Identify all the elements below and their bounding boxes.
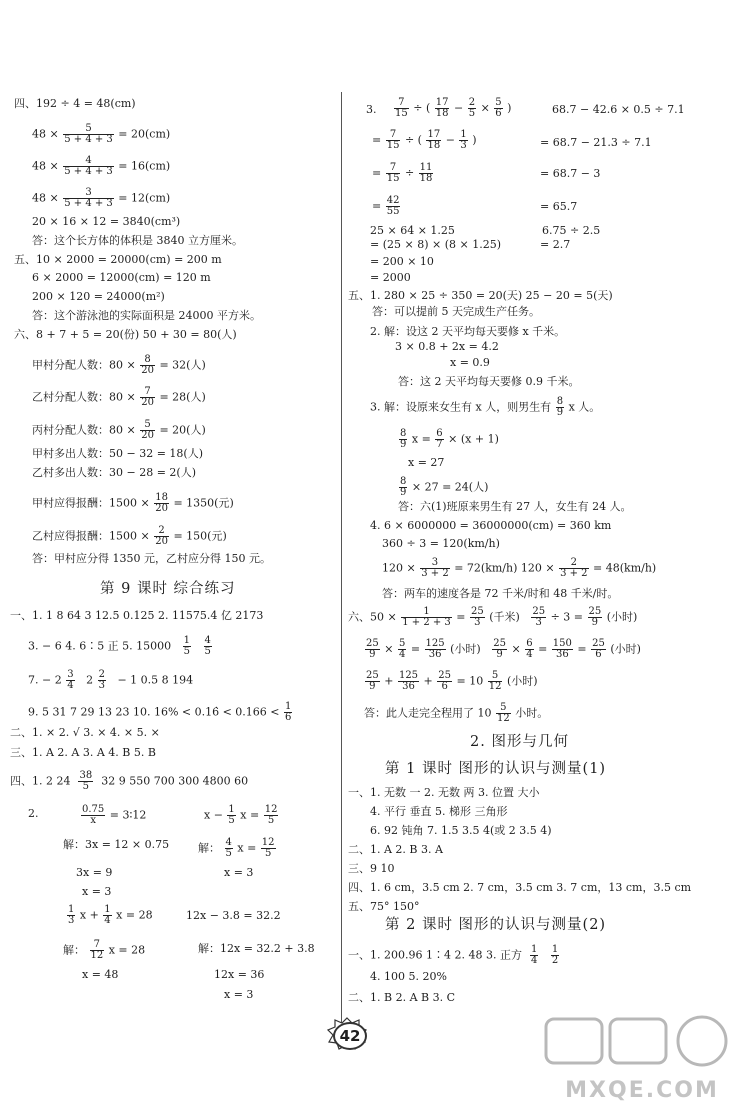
- q4-row-1: 48 × $\frac{5}{5 + 4 + 3}$ = 20(cm): [32, 123, 171, 145]
- sec6-row-2: $\frac{25}{9}$ × $\frac{5}{4}$ = $\frac{125}{36}$ (小时) $\frac{25}{9}$ × $\frac{6}{4}$ = $\frac{150}{36}$ = $\frac{25}{6}$ (小时): [366, 638, 641, 660]
- sec6-row-1: 六、50 × $\frac{1}{1 + 2 + 3}$ = $\frac{25}{3}$ (千米) $\frac{25}{3}$ ÷ 3 = $\frac{25}{9}$ (小时): [348, 606, 638, 628]
- calc1-row-4: = $\frac{42}{55}$: [372, 195, 400, 217]
- eq2-step-1: 解： $\frac{4}{5}$ x = $\frac{12}{5}$: [198, 837, 275, 859]
- lesson-9-title: 第 9 课时 综合练习: [100, 581, 236, 597]
- calc2-row-2: = 68.7 − 21.3 ÷ 7.1: [540, 136, 652, 149]
- word-3-row-1: $\frac{8}{9}$ x = $\frac{6}{7}$ × (x + 1): [400, 428, 499, 450]
- q4-row-4: 20 × 16 × 12 = 3840(cm³): [32, 215, 181, 228]
- word-4-row-2: 120 × $\frac{3}{3 + 2}$ = 72(km/h) 120 × $\frac{2}{3 + 2}$ = 48(km/h): [382, 557, 657, 579]
- q6-row-3: 丙村分配人数：80 × $\frac{5}{20}$ = 20(人): [32, 419, 206, 441]
- eq4-step-2: 12x = 36: [214, 968, 265, 981]
- g1-row-1: 一、1. 无数 一 2. 无数 两 3. 位置 大小: [348, 786, 540, 799]
- s2-row: 二、1. × 2. √ 3. × 4. × 5. ×: [10, 726, 160, 739]
- g4-row: 四、1. 6 cm，3.5 cm 2. 7 cm，3.5 cm 3. 7 cm，13 cm，3.5 cm: [348, 881, 692, 894]
- h2-row: 4. 100 5. 20%: [370, 970, 447, 983]
- q6-row-7: 乙村应得报酬：1500 × $\frac{2}{20}$ = 150(元): [32, 525, 227, 547]
- sec6-row-3: $\frac{25}{9}$ + $\frac{125}{36}$ + $\frac{25}{6}$ = 10 $\frac{5}{12}$ (小时): [366, 670, 538, 692]
- calc1-row-1: $\frac{7}{15}$ ÷ ( $\frac{17}{18}$ − $\frac{2}{5}$ × $\frac{5}{6}$ ): [395, 97, 512, 119]
- sec6-answer: 答：此人走完全程用了 10 $\frac{5}{12}$ 小时。: [364, 702, 549, 724]
- q6-row-1: 甲村分配人数：80 × $\frac{8}{20}$ = 32(人): [32, 354, 206, 376]
- eq1-step-2: 3x = 9: [76, 866, 113, 879]
- q6-row-6: 甲村应得报酬：1500 × $\frac{18}{20}$ = 1350(元): [32, 492, 234, 514]
- word-1-answer: 答：可以提前 5 天完成生产任务。: [372, 305, 540, 318]
- eq2: x − $\frac{1}{5}$ x = $\frac{12}{5}$: [204, 804, 278, 826]
- eq3-step-2: x = 48: [82, 968, 119, 981]
- g1-row-3: 6. 92 钝角 7. 1.5 3.5 4(或 2 3.5 4): [370, 824, 552, 837]
- word-1: 五、1. 280 × 25 ÷ 350 = 20(天) 25 − 20 = 5(天): [348, 289, 613, 302]
- h3-row: 二、1. B 2. A B 3. C: [348, 991, 455, 1004]
- word-3-row-2: x = 27: [408, 456, 445, 469]
- s3-row: 三、1. A 2. A 3. A 4. B 5. B: [10, 746, 156, 759]
- eq1-step-3: x = 3: [82, 885, 112, 898]
- q5-head: 五、10 × 2000 = 20000(cm) = 200 m: [14, 253, 222, 266]
- word-4-answer: 答：两车的速度各是 72 千米/时和 48 千米/时。: [382, 587, 619, 600]
- word-3-answer: 答：六(1)班原来男生有 27 人，女生有 24 人。: [398, 500, 632, 513]
- calc2-row-4: = 65.7: [540, 200, 578, 213]
- calc4-row-2: = 2.7: [540, 238, 571, 251]
- g3-row: 三、9 10: [348, 862, 395, 875]
- eq2-step-2: x = 3: [224, 866, 254, 879]
- q6-head: 六、8 + 7 + 5 = 20(份) 50 + 30 = 80(人): [14, 328, 237, 341]
- eq3: $\frac{1}{3}$ x + $\frac{1}{4}$ x = 28: [68, 904, 153, 926]
- g5-row: 五、75° 150°: [348, 900, 420, 913]
- chapter-title: 2. 图形与几何: [470, 734, 569, 750]
- q6-row-5: 乙村多出人数：30 − 28 = 2(人): [32, 466, 196, 479]
- q4-row-2: 48 × $\frac{4}{5 + 4 + 3}$ = 16(cm): [32, 155, 171, 177]
- s1-row-1: 一、1. 1 8 64 3 12.5 0.125 2. 11575.4 亿 2173: [10, 609, 264, 622]
- q6-row-4: 甲村多出人数：50 − 32 = 18(人): [32, 447, 203, 460]
- word-3-row-3: $\frac{8}{9}$ × 27 = 24(人): [400, 476, 489, 498]
- eq3-step-1: 解： $\frac{7}{12}$ x = 28: [63, 939, 146, 961]
- watermark-url: MXQE.COM: [565, 1078, 719, 1103]
- s1-row-2: 3. − 6 4. 6∶5 正 5. 15000 $\frac{1}{5}$ $\frac{4}{5}$: [28, 635, 211, 657]
- word-4-row-1: 360 ÷ 3 = 120(km/h): [382, 537, 500, 550]
- h1-row: 一、1. 200.96 1∶4 2. 48 3. 正方 $\frac{1}{4}$ $\frac{1}{2}$: [348, 944, 559, 966]
- q6-row-2: 乙村分配人数：80 × $\frac{7}{20}$ = 28(人): [32, 386, 206, 408]
- q5-row-1: 6 × 2000 = 12000(cm) = 120 m: [32, 271, 211, 284]
- eq-label: 2.: [28, 807, 39, 820]
- eq4-step-1: 解：12x = 32.2 + 3.8: [198, 942, 315, 955]
- calc3-row-2: = (25 × 8) × (8 × 1.25): [370, 238, 501, 251]
- calc1-row-2: = $\frac{7}{15}$ ÷ ( $\frac{17}{18}$ − $\frac{1}{3}$ ): [372, 129, 477, 151]
- q5-answer: 答：这个游泳池的实际面积是 24000 平方米。: [32, 309, 261, 322]
- lesson-2-title: 第 2 课时 图形的认识与测量(2): [385, 917, 607, 933]
- g2-row: 二、1. A 2. B 3. A: [348, 843, 443, 856]
- s1-row-3: 7. − 2 $\frac{3}{4}$ 2 $\frac{2}{3}$ − 1 0.5 8 194: [28, 669, 194, 691]
- q4-row-3: 48 × $\frac{3}{5 + 4 + 3}$ = 12(cm): [32, 187, 171, 209]
- word-2-row-1: 3 × 0.8 + 2x = 4.2: [395, 340, 499, 353]
- q6-answer: 答：甲村应分得 1350 元，乙村应分得 150 元。: [32, 552, 271, 565]
- calc3-row-4: = 2000: [370, 271, 411, 284]
- eq1: $\frac{0.75}{x}$ = 3∶12: [82, 804, 147, 826]
- q5-row-2: 200 × 120 = 24000(m²): [32, 290, 165, 303]
- page-number: 42: [333, 1022, 367, 1050]
- eq4: 12x − 3.8 = 32.2: [186, 909, 281, 922]
- word-2: 2. 解：设这 2 天平均每天要修 x 千米。: [370, 325, 566, 338]
- s4-row: 四、1. 2 24 $\frac{38}{5}$ 32 9 550 700 300 4800 60: [10, 770, 249, 792]
- calc3-row-3: = 200 × 10: [370, 255, 434, 268]
- calc-label: 3.: [366, 103, 377, 116]
- calc3-row-1: 25 × 64 × 1.25: [370, 224, 455, 237]
- word-4: 4. 6 × 6000000 = 36000000(cm) = 360 km: [370, 519, 612, 532]
- eq4-step-3: x = 3: [224, 988, 254, 1001]
- g1-row-2: 4. 平行 垂直 5. 梯形 三角形: [370, 805, 508, 818]
- calc2-row-3: = 68.7 − 3: [540, 167, 601, 180]
- s1-row-4: 9. 5 31 7 29 13 23 10. 16% < 0.16̇ < 0.166 < $\frac{1}{6}$: [28, 701, 292, 723]
- word-2-row-2: x = 0.9: [450, 356, 490, 369]
- word-2-answer: 答：这 2 天平均每天要修 0.9 千米。: [398, 375, 580, 388]
- calc4-row-1: 6.75 ÷ 2.5: [542, 224, 601, 237]
- calc1-row-3: = $\frac{7}{15}$ ÷ $\frac{11}{18}$: [372, 162, 433, 184]
- eq1-step-1: 解：3x = 12 × 0.75: [63, 838, 170, 851]
- q4-answer: 答：这个长方体的体积是 3840 立方厘米。: [32, 234, 243, 247]
- lesson-1-title: 第 1 课时 图形的认识与测量(1): [385, 761, 607, 777]
- word-3: 3. 解：设原来女生有 x 人，则男生有 $\frac{8}{9}$ x 人。: [370, 396, 601, 418]
- calc2-row-1: 68.7 − 42.6 × 0.5 ÷ 7.1: [552, 103, 685, 116]
- watermark-logo: [542, 1013, 742, 1108]
- q4-head: 四、192 ÷ 4 = 48(cm): [14, 97, 136, 110]
- column-divider: [341, 92, 342, 1030]
